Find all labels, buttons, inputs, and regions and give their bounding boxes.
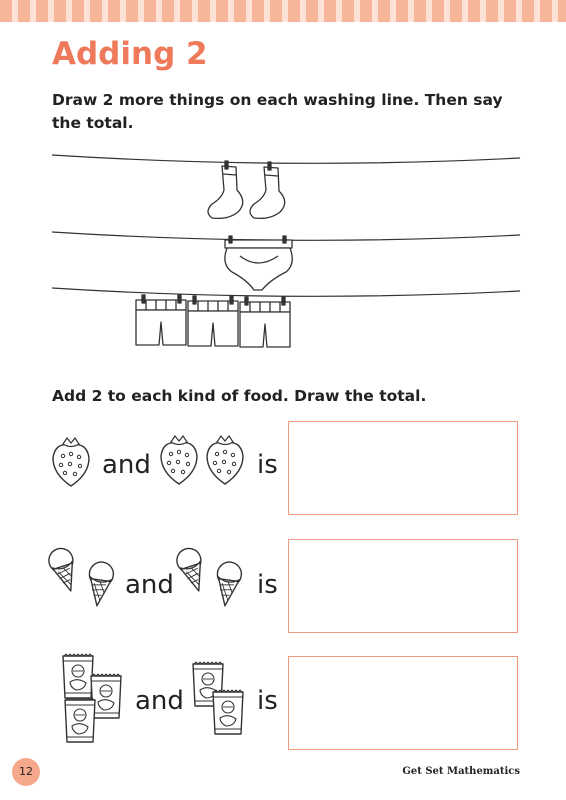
socks-icon bbox=[208, 161, 285, 218]
crisp-packet-icon bbox=[62, 696, 98, 744]
ice-cream-icon bbox=[169, 542, 214, 598]
ice-cream-icon bbox=[81, 558, 119, 610]
crisp-packet-icon bbox=[210, 688, 246, 736]
washing-line-3 bbox=[52, 288, 520, 296]
word-and: and bbox=[135, 686, 184, 716]
answer-box-ice-creams[interactable] bbox=[288, 539, 518, 633]
answer-box-strawberries[interactable] bbox=[288, 421, 518, 515]
shorts-icon bbox=[136, 295, 290, 347]
page-number-badge: 12 bbox=[12, 758, 40, 786]
word-and: and bbox=[102, 450, 151, 480]
footer-book-title: Get Set Mathematics bbox=[402, 766, 520, 777]
washing-line-1 bbox=[52, 155, 520, 163]
word-is: is bbox=[257, 686, 278, 716]
word-is: is bbox=[257, 450, 278, 480]
strawberry-icon bbox=[51, 436, 91, 488]
page-title: Adding 2 bbox=[52, 36, 208, 72]
word-is: is bbox=[257, 570, 278, 600]
strawberry-icon bbox=[159, 434, 199, 486]
instruction-food: Add 2 to each kind of food. Draw the total. bbox=[52, 387, 427, 405]
decorative-top-stripes bbox=[0, 0, 566, 22]
washing-lines-illustration bbox=[0, 140, 566, 355]
ice-cream-icon bbox=[209, 558, 247, 610]
strawberry-icon bbox=[205, 434, 245, 486]
instruction-washing-line: Draw 2 more things on each washing line. Then say the total. bbox=[52, 91, 503, 132]
answer-box-crisp-packets[interactable] bbox=[288, 656, 518, 750]
word-and: and bbox=[125, 570, 174, 600]
underpants-icon bbox=[225, 236, 292, 290]
ice-cream-icon bbox=[41, 542, 86, 598]
